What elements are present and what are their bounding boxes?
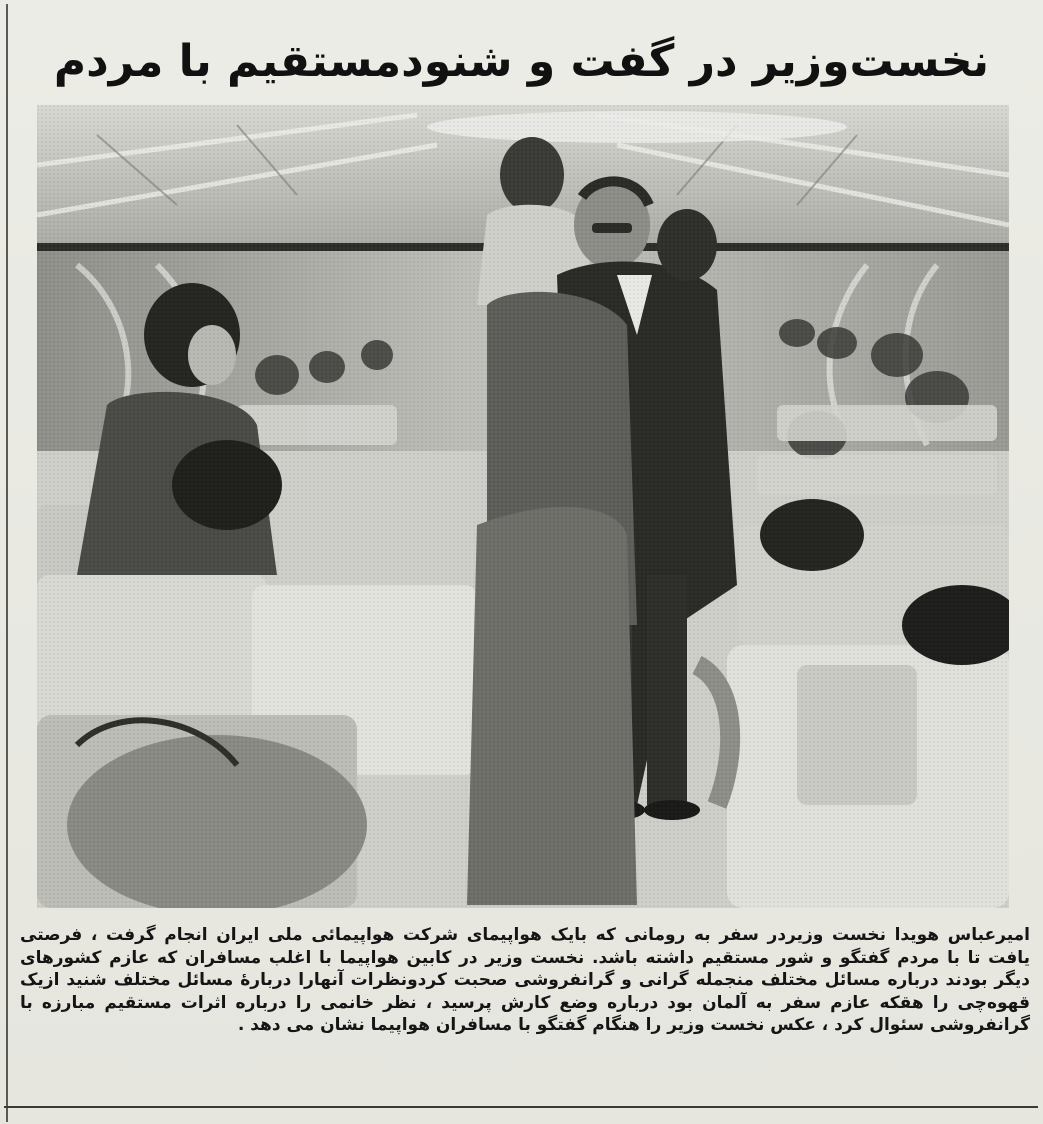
left-border-rule xyxy=(6,4,8,1122)
cabin-photo xyxy=(37,105,1009,908)
headline: نخست‌وزیر در گفت و شنودمستقیم با مردم xyxy=(53,36,990,87)
photo-caption: امیرعباس هویدا نخست وزیردر سفر به رومانی که بایک هواپیمای شرکت هواپیمائی ملی ایران انجام گرفت ، فرصتی یافت تا با مردم گفتگو و شور مستقیم داشته باشد. نخست وزیر در کابین هواپیما با اغلب مسافران که عازم کشورهای دیگر بودند درباره مسائل مختلف منجمله گرانی و گرانفروشی صحبت کردونظرات آنهارا دربارهٔ مسائل مختلف شنید ازیک قهوه‌چی را هقکه عازم سفر به آلمان بود درباره وضع کارش پرسید ، نظر خانمی را درباره اثرات مستقیم مبارزه با گرانفروشی سئوال کرد ، عکس نخست وزیر را هنگام گفتگو با مسافران هواپیما نشان می دهد . xyxy=(20,925,1030,1035)
cabin-photo-illustration xyxy=(37,105,1009,908)
bottom-border-rule xyxy=(4,1106,1038,1108)
